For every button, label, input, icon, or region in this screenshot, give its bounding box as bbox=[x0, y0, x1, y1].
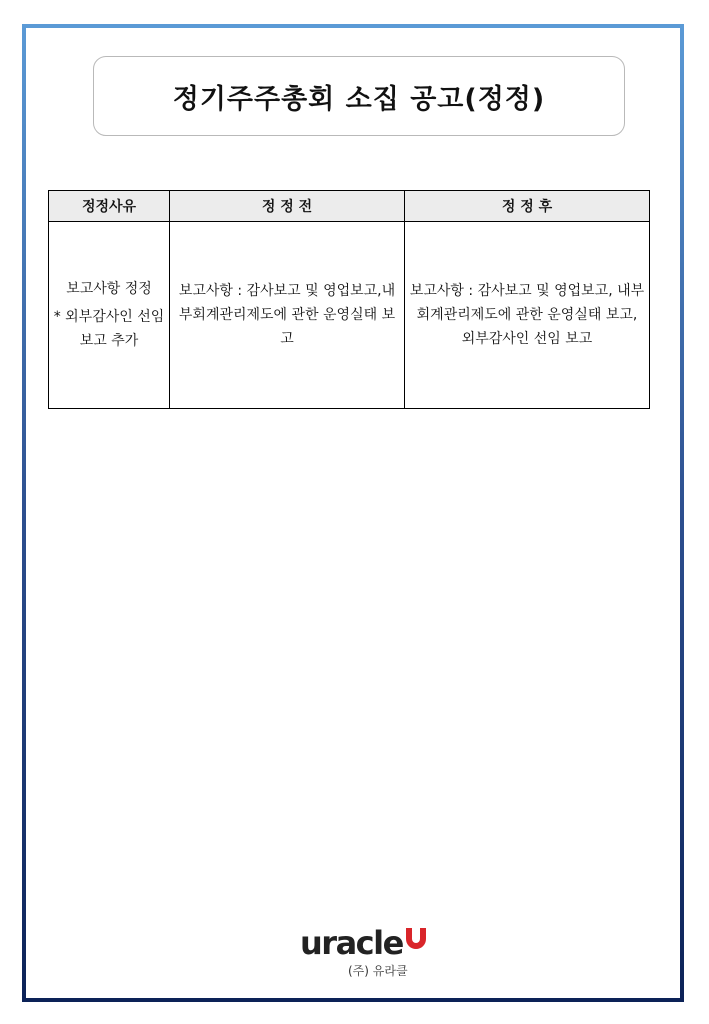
table-header-row bbox=[49, 191, 650, 222]
header-before: 정 정 전 bbox=[170, 191, 405, 222]
logo-subtitle: (주) 유라클 bbox=[348, 964, 408, 978]
u-logo-mark-icon bbox=[404, 926, 428, 952]
reason-line: * 외부감사인 선임보고 추가 bbox=[53, 309, 165, 349]
company-logo bbox=[300, 922, 440, 982]
cell-before: 보고사항 : 감사보고 및 영업보고,내부회계관리제도에 관한 운영실태 보고 bbox=[170, 222, 405, 409]
cell-after: 보고사항 : 감사보고 및 영업보고, 내부회계관리제도에 관한 운영실태 보고, 외부감사인 선임 보고 bbox=[405, 222, 650, 409]
cell-reason bbox=[49, 222, 170, 409]
table-row bbox=[49, 222, 650, 409]
reason-line: 보고사항 정정 bbox=[66, 281, 152, 297]
page-title: 정기주주총회 소집 공고(정정) bbox=[172, 83, 546, 115]
header-reason: 정정사유 bbox=[49, 191, 170, 222]
correction-table bbox=[48, 190, 650, 409]
title-box bbox=[93, 56, 625, 136]
logo-wordmark: uracle bbox=[300, 924, 403, 962]
page-frame bbox=[22, 24, 684, 1002]
header-after: 정 정 후 bbox=[405, 191, 650, 222]
